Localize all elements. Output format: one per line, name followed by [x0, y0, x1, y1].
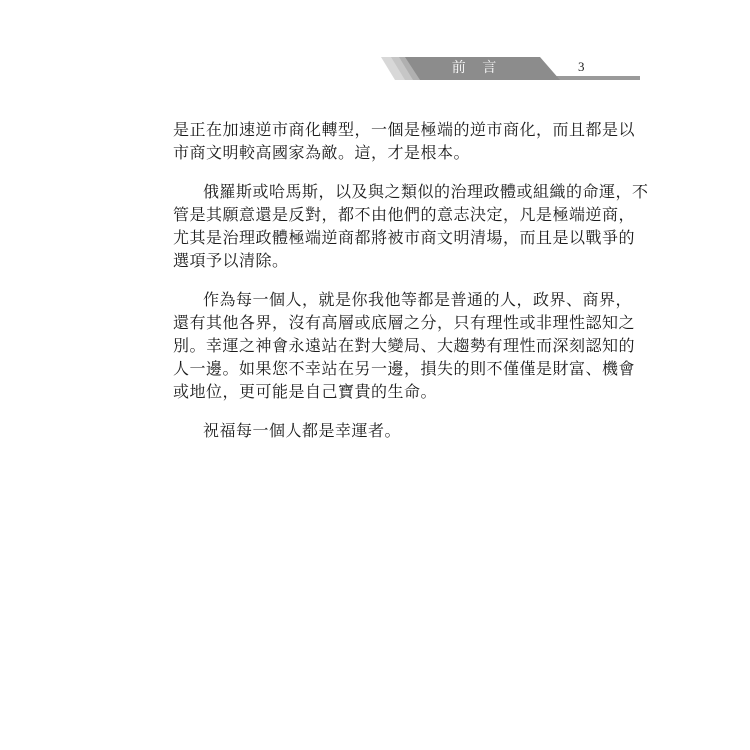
- paragraph-2: [173, 180, 649, 272]
- text-line: 作為每一個人，就是你我他等都是普通的人，政界、商界，: [203, 290, 633, 309]
- text-line: 管是其願意還是反對，都不由他們的意志決定，凡是極端逆商，: [173, 205, 636, 224]
- page-number: 3: [578, 59, 585, 74]
- header-rule: [552, 76, 640, 80]
- text-line: 是正在加速逆市商化轉型，一個是極端的逆市商化，而且都是以: [173, 120, 636, 139]
- text-line: 別。幸運之神會永遠站在對大變局、大趨勢有理性而深刻認知的: [173, 336, 636, 355]
- text-line: 市商文明較高國家為敵。這，才是根本。: [173, 143, 471, 162]
- text-line: 人一邊。如果您不幸站在另一邊，損失的則不僅僅是財富、機會: [173, 359, 636, 378]
- text-line: 祝福每一個人都是幸運者。: [203, 421, 402, 440]
- paragraph-3: [173, 288, 636, 403]
- text-line: 還有其他各界，沒有高層或底層之分，只有理性或非理性認知之: [173, 313, 636, 332]
- text-line: 或地位，更可能是自己寶貴的生命。: [173, 382, 438, 401]
- body-text: [173, 118, 649, 458]
- text-line: 尤其是治理政體極端逆商都將被市商文明清場，而且是以戰爭的: [173, 228, 636, 247]
- chapter-header-band: [0, 0, 750, 100]
- paragraph-4: [173, 419, 585, 442]
- text-line: 俄羅斯或哈馬斯，以及與之類似的治理政體或組織的命運，不: [203, 182, 649, 201]
- text-line: 選項予以清除。: [173, 251, 289, 270]
- chapter-title: 前 言: [451, 60, 503, 76]
- paragraph-1: [173, 118, 636, 164]
